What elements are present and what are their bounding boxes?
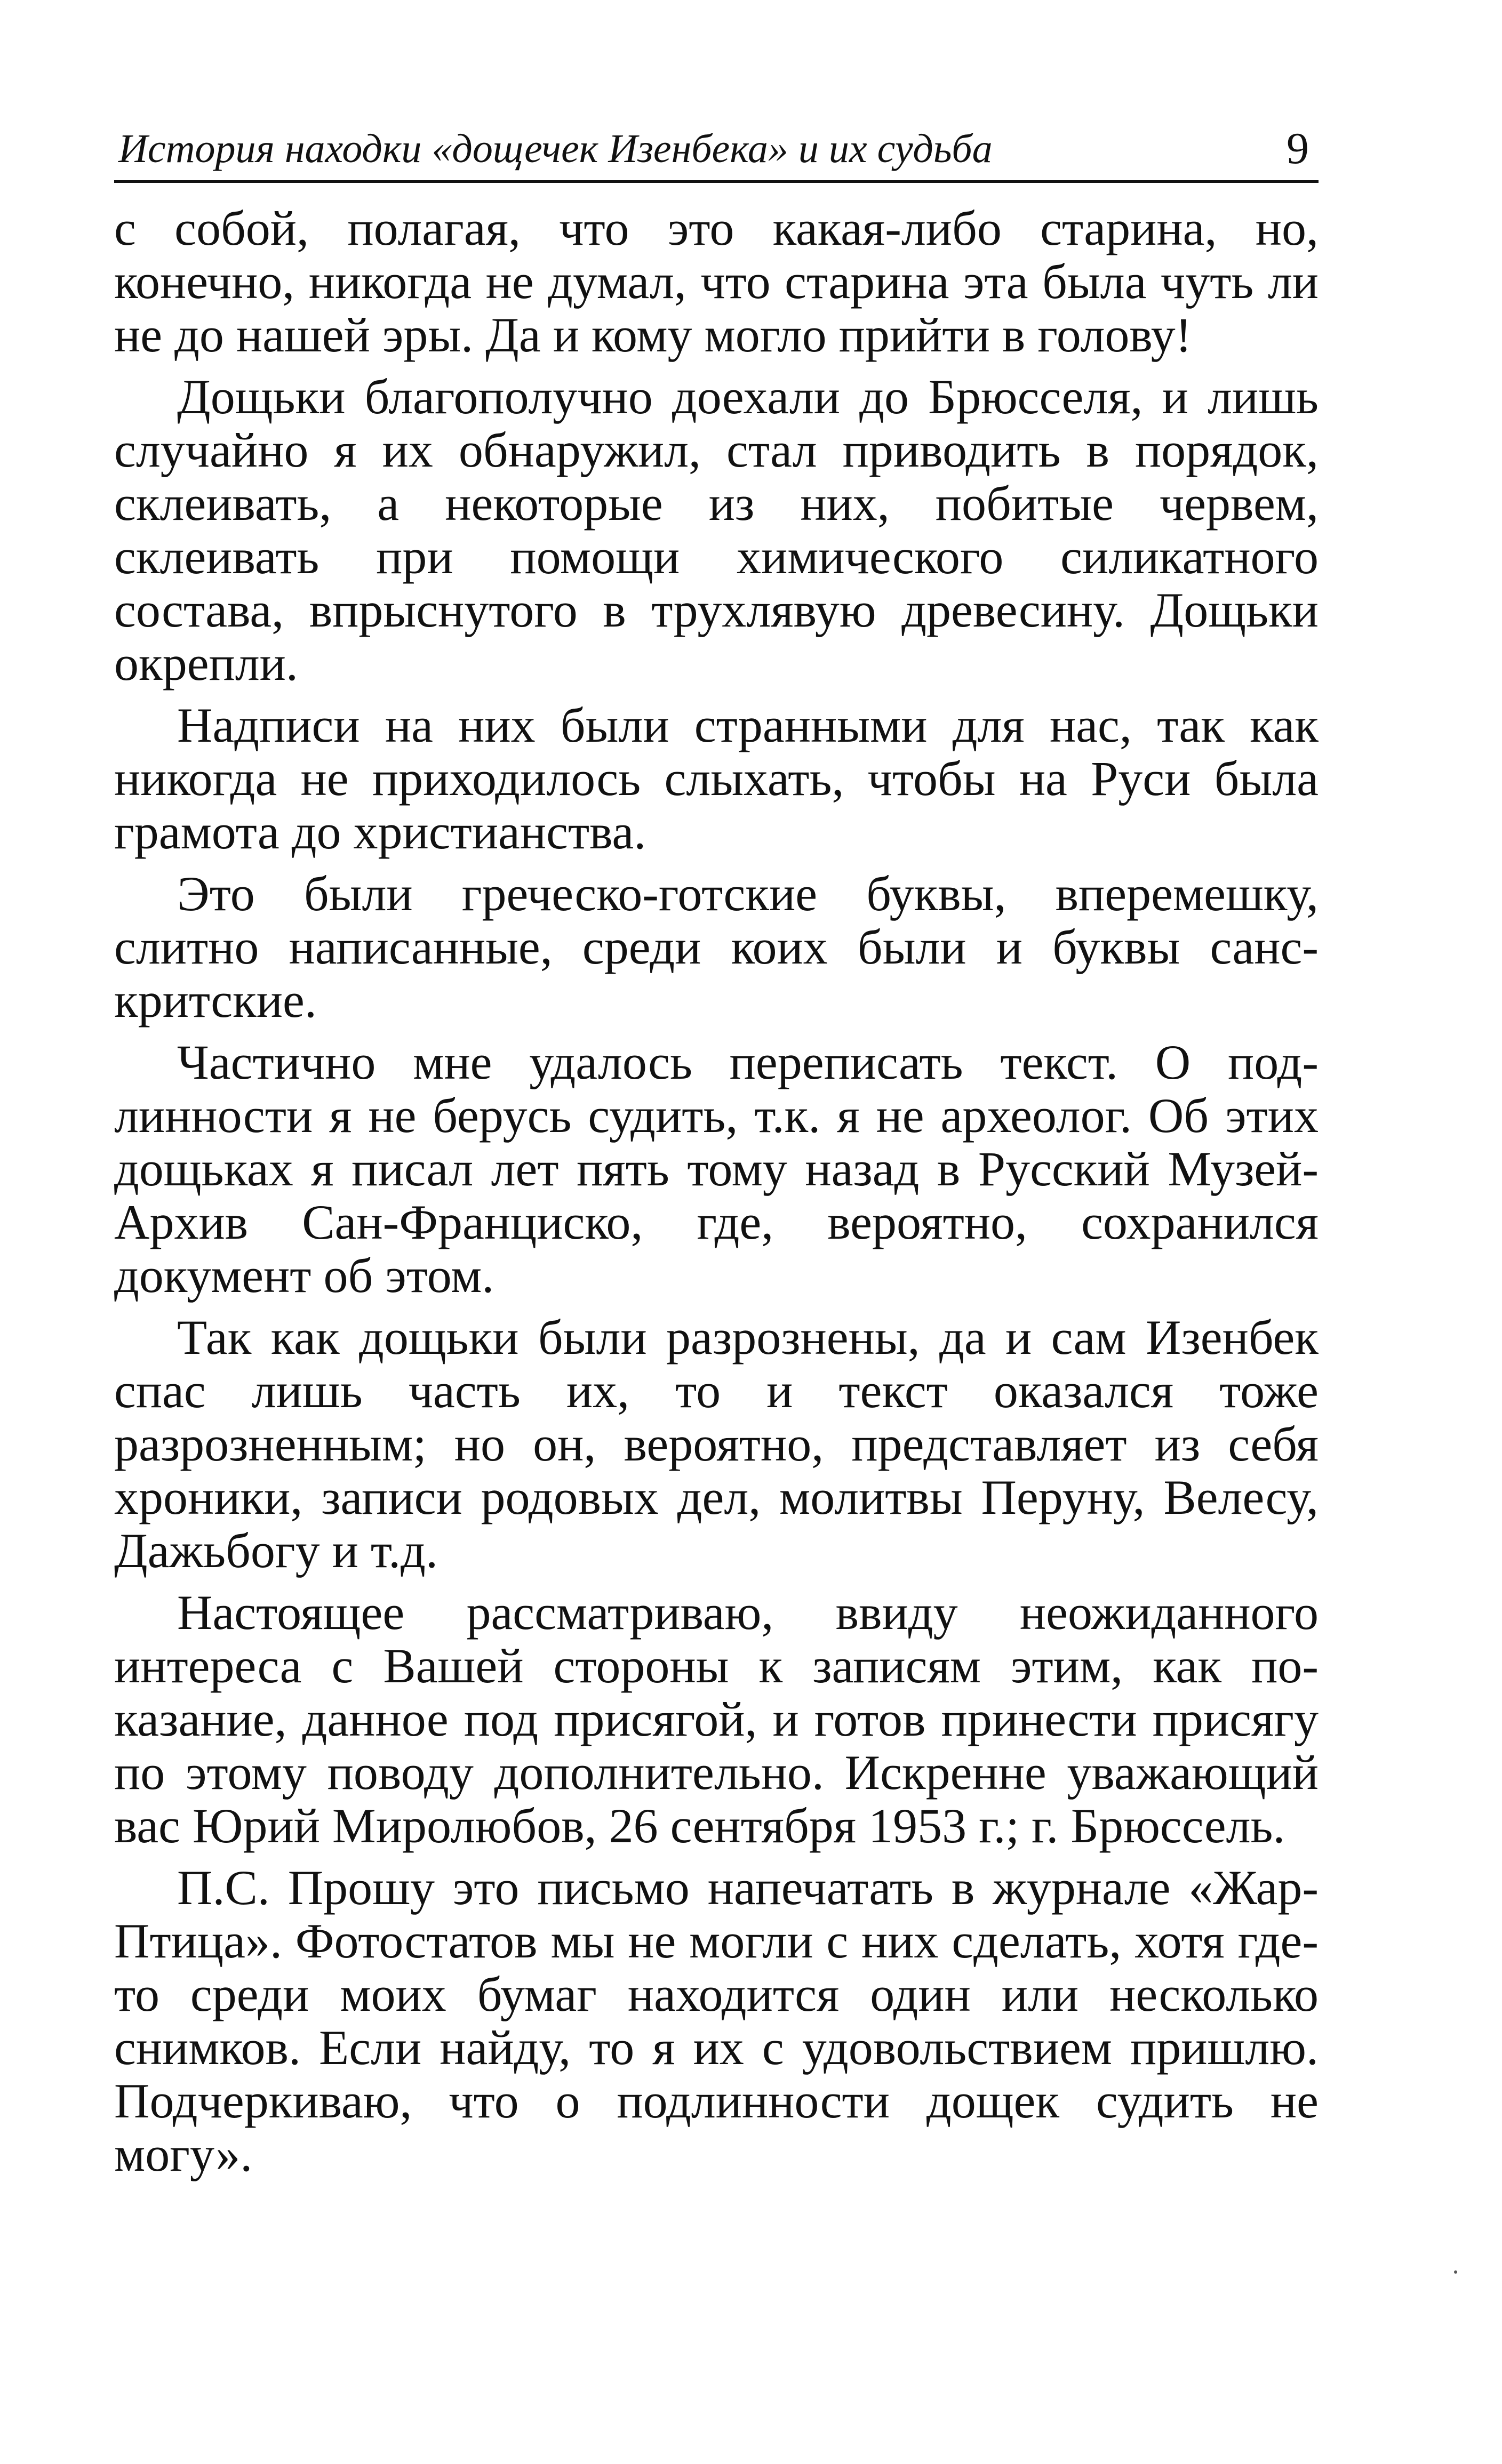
paragraph: П.С. Прошу это письмо напечатать в журнале «Жар-Птица». Фотостатов мы не могли с них сделать, хотя где-то среди моих бумаг находится один или несколько снимков. Если найду, то я их с удовольствием пришлю. Подчеркиваю, что о подлинности дощек судить не могу».	[114, 1860, 1319, 2181]
paragraph: Это были греческо-готские буквы, вперемешку, слитно написанные, среди коих были и буквы санскритские.	[114, 866, 1319, 1028]
paragraph: Надписи на них были странными для нас, так как никогда не приходилось слыхать, чтобы на Руси была грамота до христианства.	[114, 698, 1319, 859]
page-number: 9	[1287, 124, 1309, 173]
paragraph: Дощьки благополучно доехали до Брюсселя, и лишь случайно я их обнаружил, стал приводить в порядок, склеивать, а некоторые из них, побитые червем, склеивать при помощи химического силикатного состава, впрыснутого в трухлявую древесину. Дощьки окрепли.	[114, 370, 1319, 691]
paragraph: Настоящее рассматриваю, ввиду неожиданного интереса с Вашей стороны к записям этим, как показание, данное под присягой, и готов принести присягу по этому поводу дополнительно. Искренне уважающий вас Юрий Миролюбов, 26 сентября 1953 г.; г. Брюссель.	[114, 1585, 1319, 1853]
print-speck	[1454, 2270, 1457, 2274]
paragraph: Так как дощьки были разрознены, да и сам Изенбек спас лишь часть их, то и текст оказался тоже разрозненным; но он, вероятно, представляет из себя хроники, записи родовых дел, молитвы Перуну, Велесу, Дажьбогу и т.д.	[114, 1310, 1319, 1578]
paragraph: с собой, полагая, что это какая-либо старина, но, конечно, никогда не думал, что старина эта была чуть ли не до нашей эры. Да и кому могло прийти в голову!	[114, 201, 1319, 362]
running-header	[114, 122, 1319, 183]
body-text	[114, 202, 1319, 2189]
running-title: История находки «дощечек Изенбека» и их судьба	[118, 126, 993, 171]
paragraph: Частично мне удалось переписать текст. О подлинности я не берусь судить, т.к. я не археолог. Об этих дощьках я писал лет пять тому назад в Русский Музей-Архив Сан-Франциско, где, вероятно, сохранился документ об этом.	[114, 1035, 1319, 1303]
